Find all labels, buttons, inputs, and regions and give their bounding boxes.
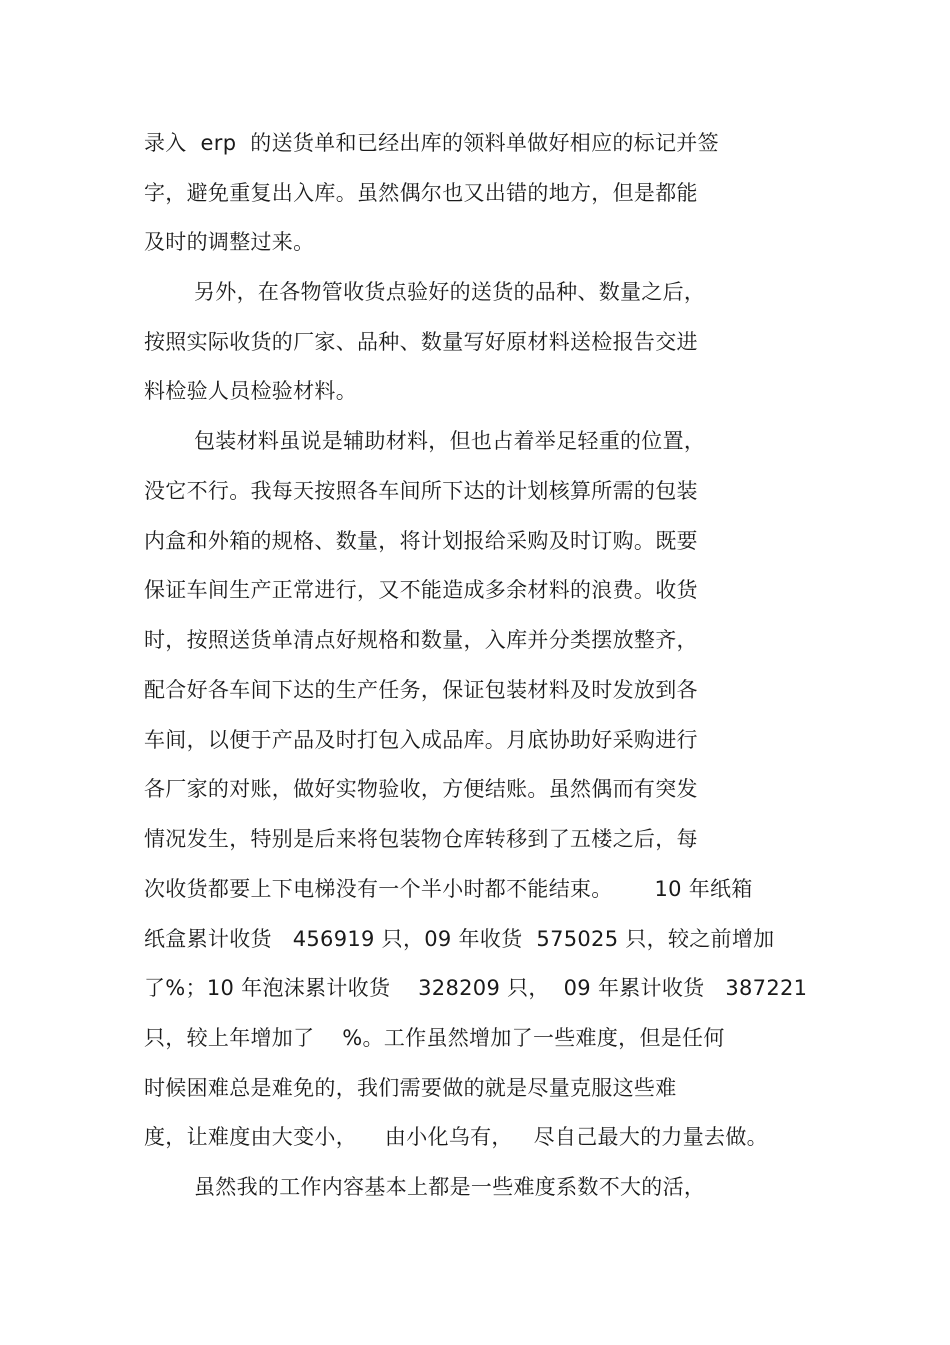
text-line: 内盒和外箱的规格、数量，将计划报给采购及时订购。既要 bbox=[144, 529, 698, 553]
text-line: 录入 erp 的送货单和已经出库的领料单做好相应的标记并签 bbox=[144, 131, 719, 155]
text-line: 车间，以便于产品及时打包入成品库。月底协助好采购进行 bbox=[144, 728, 698, 752]
text-line: 纸盒累计收货 456919 只，09 年收货 575025 只，较之前增加 bbox=[144, 927, 775, 951]
paragraph-start-line: 包装材料虽说是辅助材料，但也占着举足轻重的位置， bbox=[194, 429, 706, 453]
text-line: 只，较上年增加了 %。工作虽然增加了一些难度，但是任何 bbox=[144, 1026, 725, 1050]
text-line: 料检验人员检验材料。 bbox=[144, 379, 357, 403]
text-line: 时候困难总是难免的，我们需要做的就是尽量克服这些难 bbox=[144, 1076, 677, 1100]
text-line: 次收货都要上下电梯没有一个半小时都不能结束。 10 年纸箱 bbox=[144, 877, 753, 901]
text-line: 度，让难度由大变小， 由小化乌有， 尽自己最大的力量去做。 bbox=[144, 1125, 768, 1149]
text-line: 及时的调整过来。 bbox=[144, 230, 315, 254]
text-line: 字，避免重复出入库。虽然偶尔也又出错的地方，但是都能 bbox=[144, 181, 698, 205]
paragraph-start-line: 另外，在各物管收货点验好的送货的品种、数量之后， bbox=[194, 280, 706, 304]
text-line: 配合好各车间下达的生产任务，保证包装材料及时发放到各 bbox=[144, 678, 698, 702]
text-line: 各厂家的对账，做好实物验收，方便结账。虽然偶而有突发 bbox=[144, 777, 698, 801]
text-line: 按照实际收货的厂家、品种、数量写好原材料送检报告交进 bbox=[144, 330, 698, 354]
text-line: 时，按照送货单清点好规格和数量，入库并分类摆放整齐， bbox=[144, 628, 698, 652]
paragraph-start-line: 虽然我的工作内容基本上都是一些难度系数不大的活， bbox=[194, 1175, 706, 1199]
text-line: 保证车间生产正常进行，又不能造成多余材料的浪费。收货 bbox=[144, 578, 698, 602]
text-line: 情况发生，特别是后来将包装物仓库转移到了五楼之后，每 bbox=[144, 827, 698, 851]
text-line: 没它不行。我每天按照各车间所下达的计划核算所需的包装 bbox=[144, 479, 698, 503]
text-line: 了%；10 年泡沫累计收货 328209 只， 09 年累计收货 387221 bbox=[144, 976, 808, 1000]
